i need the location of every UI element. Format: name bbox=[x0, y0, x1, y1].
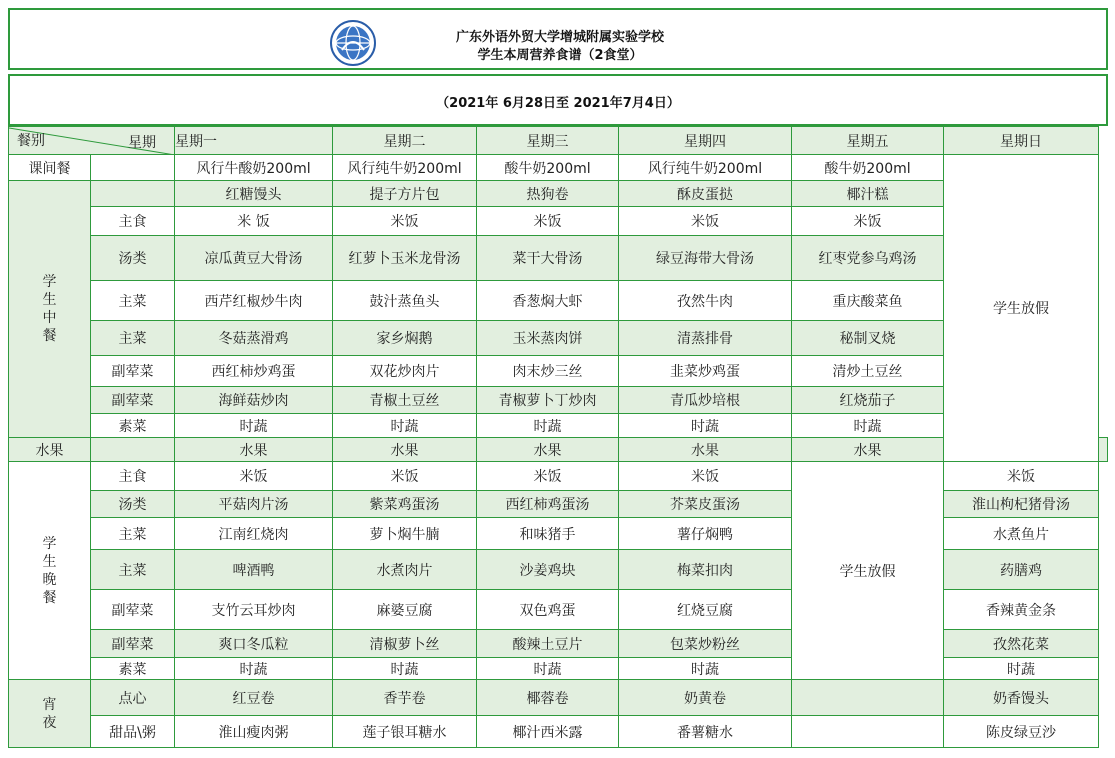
meal-label-night bbox=[9, 680, 91, 748]
friday-empty-cell bbox=[792, 680, 944, 716]
dish-cell: 清椒萝卜丝 bbox=[333, 630, 477, 658]
sunday-off-cell: 学生放假 bbox=[944, 155, 1099, 462]
dish-cell: 红烧豆腐 bbox=[619, 590, 792, 630]
dish-cell: 孜然牛肉 bbox=[619, 281, 792, 321]
dish-cell: 海鲜菇炒肉 bbox=[175, 387, 333, 414]
dish-cell: 冬菇蒸滑鸡 bbox=[175, 321, 333, 356]
meal-label-dinner bbox=[9, 462, 91, 680]
dish-type: 素菜 bbox=[91, 658, 175, 680]
dish-cell: 肉末炒三丝 bbox=[477, 356, 619, 387]
dish-cell: 麻婆豆腐 bbox=[333, 590, 477, 630]
menu-table-body bbox=[9, 127, 1108, 748]
dish-cell: 风行纯牛奶200ml bbox=[619, 155, 792, 181]
dish-type: 主食 bbox=[91, 207, 175, 236]
dish-cell: 包菜炒粉丝 bbox=[619, 630, 792, 658]
friday-off-cell: 学生放假 bbox=[792, 462, 944, 680]
dinner-row bbox=[9, 590, 1108, 630]
dish-cell: 西红柿鸡蛋汤 bbox=[477, 491, 619, 518]
dish-cell: 啤酒鸭 bbox=[175, 550, 333, 590]
dinner-row bbox=[9, 658, 1108, 680]
date-range: （2021年 6月28日至 2021年7月4日） bbox=[436, 96, 680, 111]
dish-cell: 凉瓜黄豆大骨汤 bbox=[175, 236, 333, 281]
header-row bbox=[9, 127, 1108, 155]
dish-type: 主菜 bbox=[91, 550, 175, 590]
dish-cell: 绿豆海带大骨汤 bbox=[619, 236, 792, 281]
dish-cell: 时蔬 bbox=[792, 414, 944, 438]
dish-cell: 米饭 bbox=[477, 462, 619, 491]
school-emblem-icon bbox=[330, 20, 376, 66]
meal-label-char: 宵 bbox=[42, 696, 57, 713]
dish-cell: 薯仔焖鸭 bbox=[619, 518, 792, 550]
dish-cell: 家乡焖鹅 bbox=[333, 321, 477, 356]
dish-cell: 水果 bbox=[175, 438, 333, 462]
dish-cell: 清炒土豆丝 bbox=[792, 356, 944, 387]
dish-cell: 时蔬 bbox=[333, 414, 477, 438]
dish-cell: 时蔬 bbox=[477, 658, 619, 680]
dish-cell: 提子方片包 bbox=[333, 181, 477, 207]
dish-type: 主菜 bbox=[91, 321, 175, 356]
dish-cell: 酸辣土豆片 bbox=[477, 630, 619, 658]
dish-cell: 萝卜焖牛腩 bbox=[333, 518, 477, 550]
dish-type bbox=[91, 181, 175, 207]
menu-table bbox=[8, 126, 1108, 748]
dish-cell: 平菇肉片汤 bbox=[175, 491, 333, 518]
dish-cell: 清蒸排骨 bbox=[619, 321, 792, 356]
dish-cell: 西红柿炒鸡蛋 bbox=[175, 356, 333, 387]
dish-cell: 椰汁糕 bbox=[792, 181, 944, 207]
dish-cell: 水煮肉片 bbox=[333, 550, 477, 590]
school-name: 广东外语外贸大学增城附属实验学校 bbox=[455, 30, 664, 45]
header-banner bbox=[8, 8, 1108, 70]
day-header: 星期四 bbox=[619, 127, 792, 155]
dish-cell: 米饭 bbox=[333, 462, 477, 491]
dish-cell: 红豆卷 bbox=[175, 680, 333, 716]
dish-type: 副荤菜 bbox=[91, 630, 175, 658]
dish-cell: 韭菜炒鸡蛋 bbox=[619, 356, 792, 387]
day-header: 星期一 bbox=[175, 127, 333, 155]
sunday-dish-cell: 奶香馒头 bbox=[944, 680, 1099, 716]
day-header: 星期二 bbox=[333, 127, 477, 155]
dish-cell: 江南红烧肉 bbox=[175, 518, 333, 550]
lunch-row bbox=[9, 414, 1108, 438]
date-range-row bbox=[8, 74, 1108, 126]
dish-type: 主菜 bbox=[91, 281, 175, 321]
dish-type bbox=[91, 438, 175, 462]
corner-cell bbox=[9, 127, 175, 155]
sunday-empty-cell bbox=[1099, 438, 1108, 462]
dish-type: 汤类 bbox=[91, 491, 175, 518]
dish-cell: 米饭 bbox=[619, 207, 792, 236]
dish-cell: 和味猪手 bbox=[477, 518, 619, 550]
dish-cell: 米 饭 bbox=[175, 207, 333, 236]
dish-cell: 淮山瘦肉粥 bbox=[175, 716, 333, 748]
dish-cell: 风行纯牛奶200ml bbox=[333, 155, 477, 181]
sunday-dish-cell: 时蔬 bbox=[944, 658, 1099, 680]
dish-type: 副荤菜 bbox=[91, 356, 175, 387]
dish-type: 甜品\粥 bbox=[91, 716, 175, 748]
dish-cell: 支竹云耳炒肉 bbox=[175, 590, 333, 630]
dinner-row bbox=[9, 630, 1108, 658]
dish-cell: 米饭 bbox=[477, 207, 619, 236]
day-header: 星期三 bbox=[477, 127, 619, 155]
dish-cell: 秘制叉烧 bbox=[792, 321, 944, 356]
lunch-row bbox=[9, 236, 1108, 281]
dish-cell: 香葱焖大虾 bbox=[477, 281, 619, 321]
dish-cell: 时蔬 bbox=[175, 658, 333, 680]
dish-cell: 时蔬 bbox=[619, 414, 792, 438]
lunch-row bbox=[9, 207, 1108, 236]
lunch-row bbox=[9, 321, 1108, 356]
sunday-dish-cell: 陈皮绿豆沙 bbox=[944, 716, 1099, 748]
dish-cell: 椰汁西米露 bbox=[477, 716, 619, 748]
dish-cell: 酸牛奶200ml bbox=[792, 155, 944, 181]
dish-cell: 酥皮蛋挞 bbox=[619, 181, 792, 207]
dish-cell: 芥菜皮蛋汤 bbox=[619, 491, 792, 518]
dish-cell: 椰蓉卷 bbox=[477, 680, 619, 716]
dish-type: 汤类 bbox=[91, 236, 175, 281]
snack-row bbox=[9, 155, 1108, 181]
dish-cell: 时蔬 bbox=[175, 414, 333, 438]
dish-cell: 时蔬 bbox=[333, 658, 477, 680]
dish-cell: 红萝卜玉米龙骨汤 bbox=[333, 236, 477, 281]
menu-subtitle: 学生本周营养食谱（2食堂） bbox=[477, 48, 643, 63]
dish-cell: 米饭 bbox=[333, 207, 477, 236]
day-header: 星期日 bbox=[944, 127, 1099, 155]
dish-cell: 西芹红椒炒牛肉 bbox=[175, 281, 333, 321]
meal-label-char: 夜 bbox=[42, 714, 57, 731]
dish-cell: 青椒萝卜丁炒肉 bbox=[477, 387, 619, 414]
dinner-row bbox=[9, 550, 1108, 590]
weekday-label: 星期 bbox=[128, 135, 156, 151]
sunday-dish-cell: 淮山枸杞猪骨汤 bbox=[944, 491, 1099, 518]
dish-cell: 重庆酸菜鱼 bbox=[792, 281, 944, 321]
sunday-dish-cell: 米饭 bbox=[944, 462, 1099, 491]
dish-cell: 米饭 bbox=[619, 462, 792, 491]
sunday-dish-cell: 孜然花菜 bbox=[944, 630, 1099, 658]
dish-cell: 鼓汁蒸鱼头 bbox=[333, 281, 477, 321]
lunch-row bbox=[9, 281, 1108, 321]
dish-cell: 米饭 bbox=[792, 207, 944, 236]
meal-label-lunch bbox=[9, 181, 91, 438]
dish-cell: 番薯糖水 bbox=[619, 716, 792, 748]
dish-cell: 水果 bbox=[792, 438, 944, 462]
dinner-row bbox=[9, 491, 1108, 518]
lunch-row bbox=[9, 356, 1108, 387]
dish-cell: 莲子银耳糖水 bbox=[333, 716, 477, 748]
dish-cell: 红糖馒头 bbox=[175, 181, 333, 207]
dish-type: 副荤菜 bbox=[91, 387, 175, 414]
dish-cell: 红枣党参乌鸡汤 bbox=[792, 236, 944, 281]
lunch-row bbox=[9, 387, 1108, 414]
dish-type: 主食 bbox=[91, 462, 175, 491]
lunch-row bbox=[9, 181, 1108, 207]
dish-cell: 紫菜鸡蛋汤 bbox=[333, 491, 477, 518]
dish-cell: 玉米蒸肉饼 bbox=[477, 321, 619, 356]
meal-label-char: 生 bbox=[42, 292, 57, 308]
night-row bbox=[9, 680, 1108, 716]
fruit-row bbox=[9, 438, 1108, 462]
dish-type: 主菜 bbox=[91, 518, 175, 550]
sunday-dish-cell: 药膳鸡 bbox=[944, 550, 1099, 590]
dish-cell: 双色鸡蛋 bbox=[477, 590, 619, 630]
dish-cell: 米饭 bbox=[175, 462, 333, 491]
meal-label-char: 学 bbox=[42, 274, 57, 290]
dish-cell: 红烧茄子 bbox=[792, 387, 944, 414]
sunday-dish-cell: 水煮鱼片 bbox=[944, 518, 1099, 550]
dinner-row bbox=[9, 518, 1108, 550]
dish-cell: 青椒土豆丝 bbox=[333, 387, 477, 414]
meal-label-char: 晚 bbox=[42, 571, 57, 588]
dish-type: 副荤菜 bbox=[91, 590, 175, 630]
dish-cell: 时蔬 bbox=[619, 658, 792, 680]
dish-cell: 菜干大骨汤 bbox=[477, 236, 619, 281]
meal-label-char: 餐 bbox=[42, 328, 57, 344]
sunday-dish-cell: 香辣黄金条 bbox=[944, 590, 1099, 630]
dish-cell: 爽口冬瓜粒 bbox=[175, 630, 333, 658]
meal-label: 课间餐 bbox=[9, 155, 91, 181]
dish-cell: 奶黄卷 bbox=[619, 680, 792, 716]
dish-cell: 沙姜鸡块 bbox=[477, 550, 619, 590]
dish-cell: 风行牛酸奶200ml bbox=[175, 155, 333, 181]
dish-cell: 梅菜扣肉 bbox=[619, 550, 792, 590]
meal-label: 水果 bbox=[9, 438, 91, 462]
dish-type bbox=[91, 155, 175, 181]
day-header: 星期五 bbox=[792, 127, 944, 155]
dish-cell: 香芋卷 bbox=[333, 680, 477, 716]
dinner-row bbox=[9, 462, 1108, 491]
dish-cell: 水果 bbox=[477, 438, 619, 462]
night-row bbox=[9, 716, 1108, 748]
dish-cell: 热狗卷 bbox=[477, 181, 619, 207]
meal-label-char: 生 bbox=[42, 553, 57, 570]
meal-type-label: 餐别 bbox=[17, 133, 45, 149]
dish-cell: 酸牛奶200ml bbox=[477, 155, 619, 181]
dish-cell: 双花炒肉片 bbox=[333, 356, 477, 387]
dish-cell: 水果 bbox=[333, 438, 477, 462]
meal-label-char: 学 bbox=[42, 535, 57, 552]
dish-type: 素菜 bbox=[91, 414, 175, 438]
dish-cell: 水果 bbox=[619, 438, 792, 462]
dish-cell: 时蔬 bbox=[477, 414, 619, 438]
meal-label-char: 餐 bbox=[42, 589, 57, 606]
meal-label-char: 中 bbox=[42, 310, 57, 326]
dish-type: 点心 bbox=[91, 680, 175, 716]
dish-cell: 青瓜炒培根 bbox=[619, 387, 792, 414]
friday-empty-cell bbox=[792, 716, 944, 748]
